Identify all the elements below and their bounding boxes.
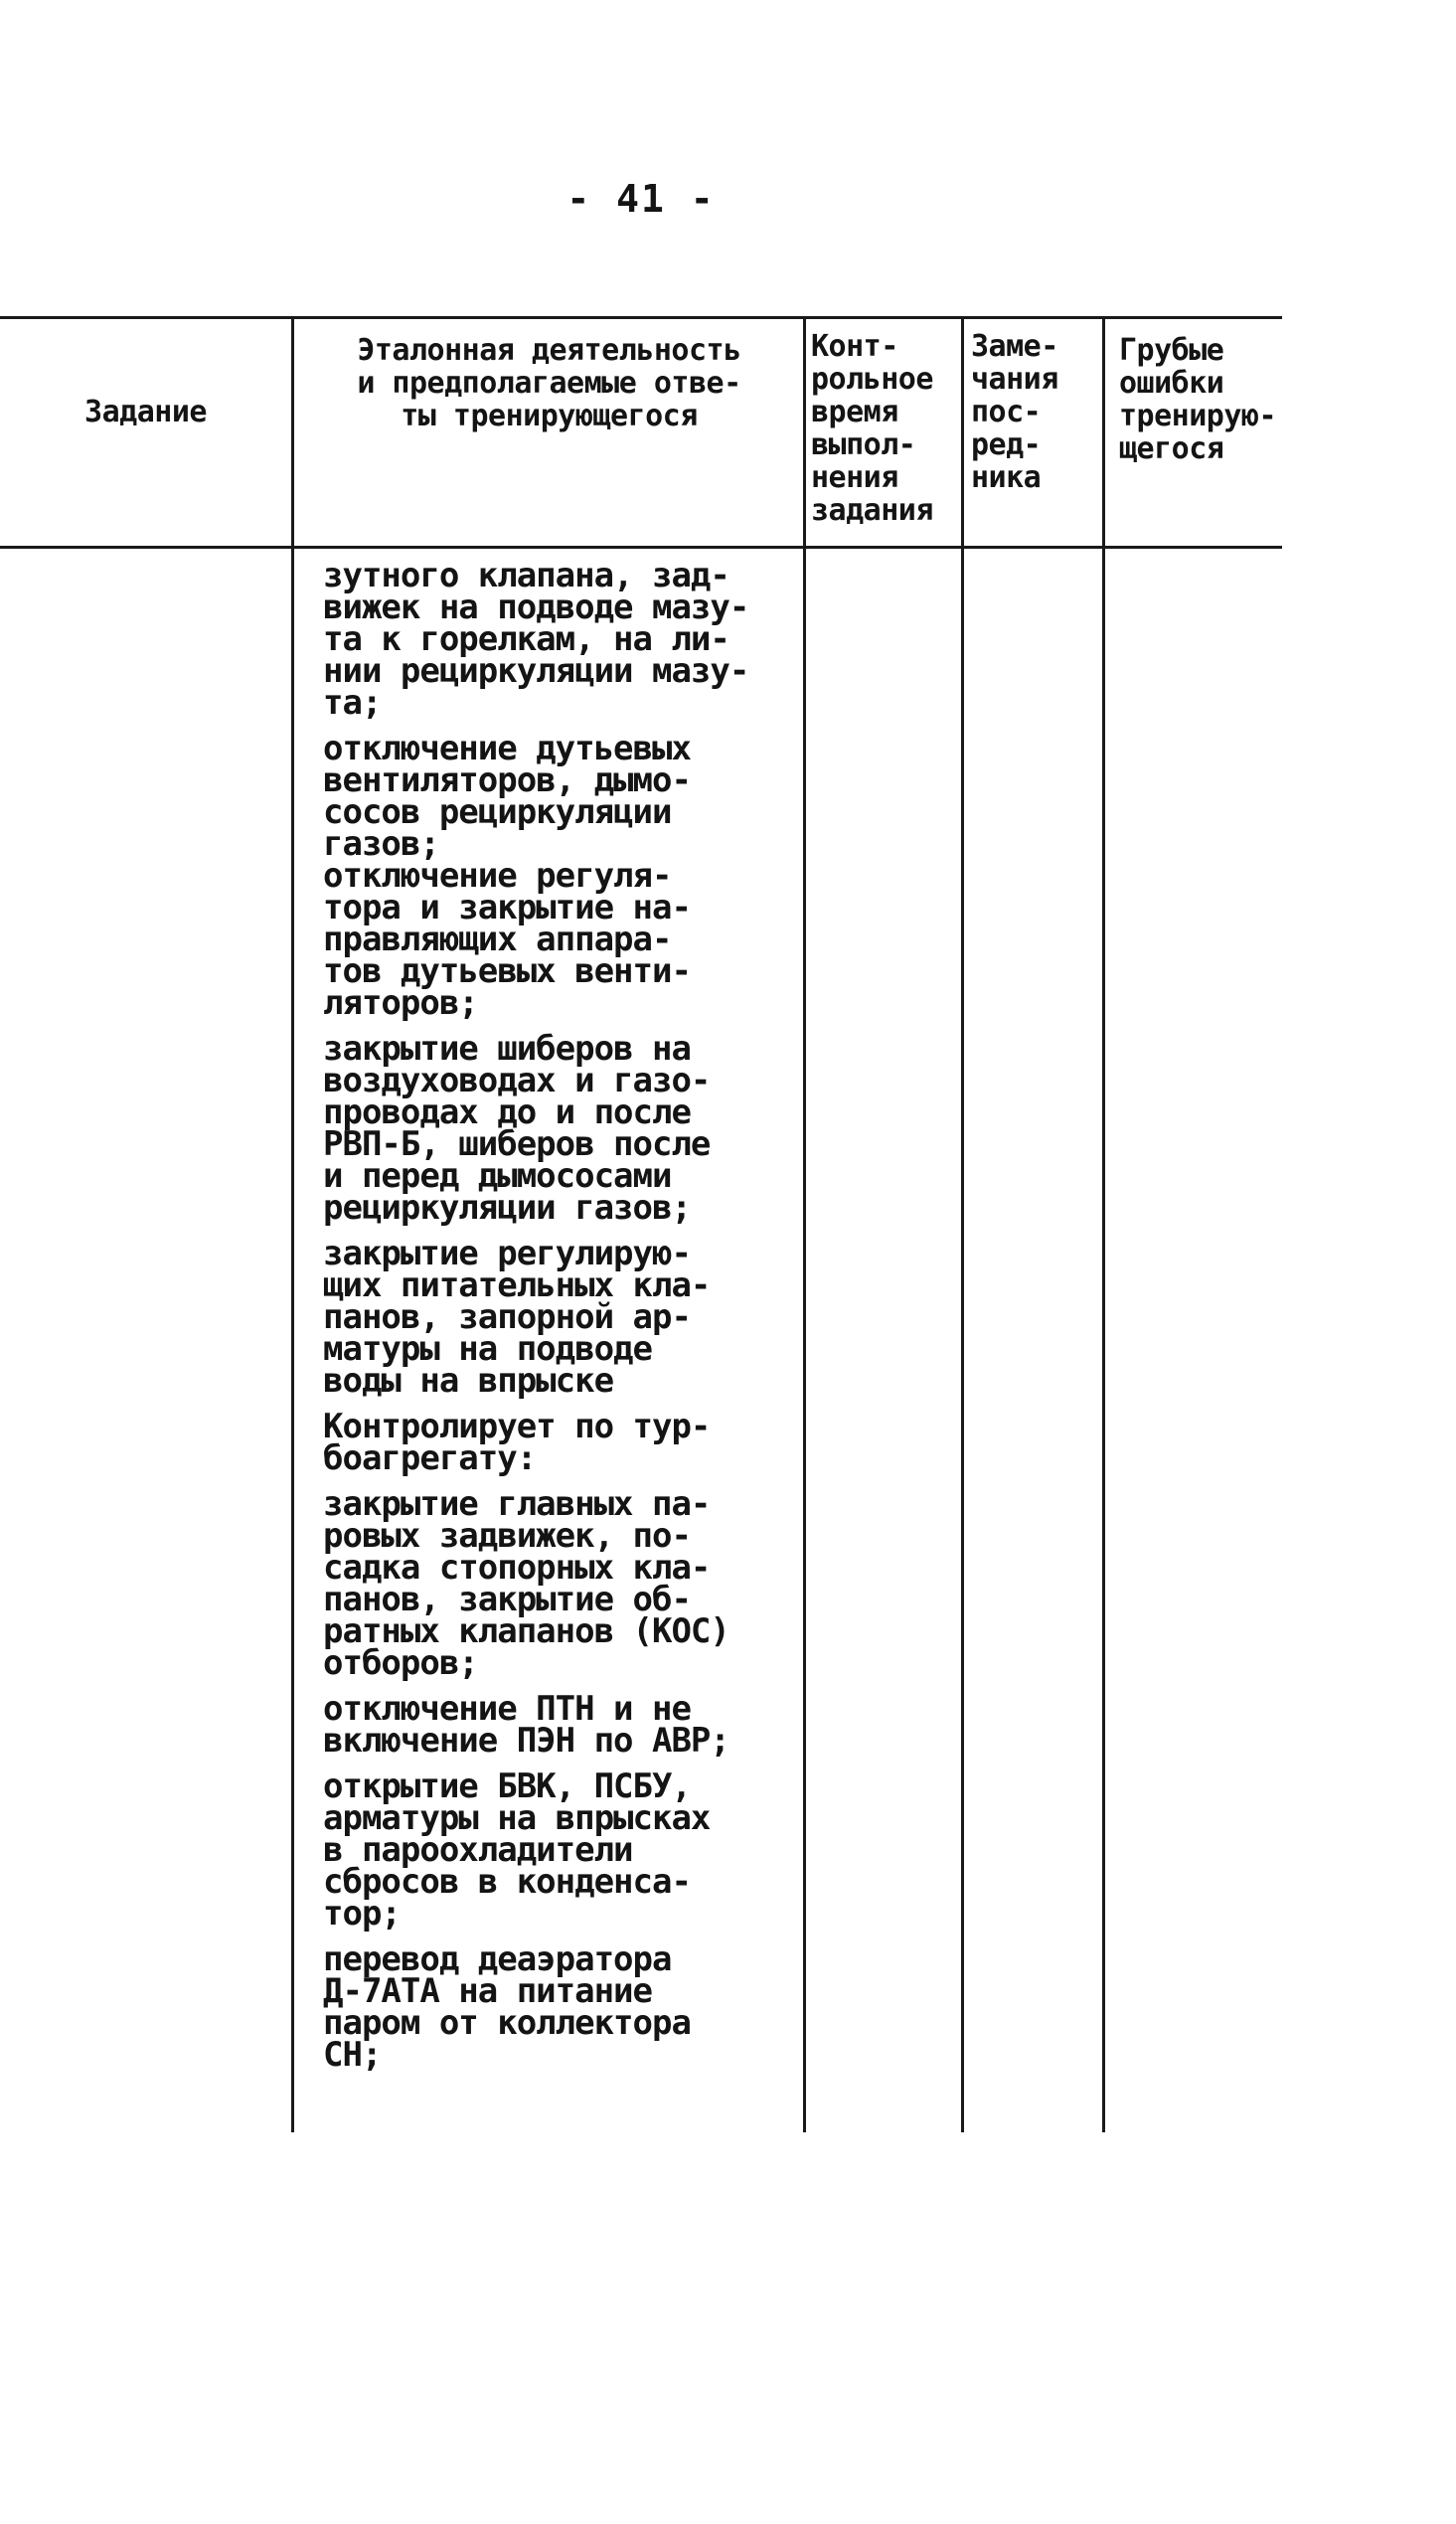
header-remarks: Заме- чания пос- ред- ника <box>971 329 1058 495</box>
header-task: Задание <box>84 395 207 429</box>
reference-paragraph: закрытие регулирую- щих питательных кла- панов, запорной ар- матуры на подводе воды на впрыске <box>323 1234 711 1401</box>
page-number: - 41 - <box>566 177 716 221</box>
reference-paragraph: закрытие шиберов на воздуховодах и газо- проводах до и после РВП-Б, шиберов после и перед дымососами рециркуляции газов; <box>323 1029 711 1228</box>
header-reference: Эталонная деятельность и предполагаемые отве- ты тренирующегося <box>357 333 741 433</box>
table-top-rule <box>0 316 1282 319</box>
reference-paragraph: отключение дутьевых вентиляторов, дымо- сосов рециркуляции газов; отключение регуля- тора и закрытие на- правляющих аппара- тов дутьевых венти- ляторов; <box>323 729 691 1023</box>
header-control-time: Конт- рольное время выпол- нения задания <box>811 329 933 528</box>
col-divider-3 <box>961 318 964 2132</box>
col-divider-1 <box>291 318 294 2132</box>
col-divider-4 <box>1102 318 1105 2132</box>
reference-paragraph: зутного клапана, зад- вижек на подводе мазу- та к горелкам, на ли- нии рециркуляции мазу- та; <box>323 556 749 723</box>
reference-paragraph: закрытие главных па- ровых задвижек, по- садка стопорных кла- панов, закрытие об- ратных клапанов (КОС) отборов; <box>323 1484 729 1683</box>
reference-cell <box>323 556 790 2085</box>
reference-paragraph: отключение ПТН и не включение ПЭН по АВР; <box>323 1689 729 1761</box>
col-divider-2 <box>803 318 806 2132</box>
header-bottom-rule <box>0 546 1282 549</box>
reference-paragraph: Контролирует по тур- боагрегату: <box>323 1407 711 1478</box>
reference-paragraph: открытие БВК, ПСБУ, арматуры на впрысках в пароохладители сбросов в конденса- тор; <box>323 1767 711 1934</box>
header-errors: Грубые ошибки тренирую- щегося <box>1119 333 1277 466</box>
reference-paragraph: перевод деаэратора Д-7АТА на питание паром от коллектора СН; <box>323 1939 691 2075</box>
